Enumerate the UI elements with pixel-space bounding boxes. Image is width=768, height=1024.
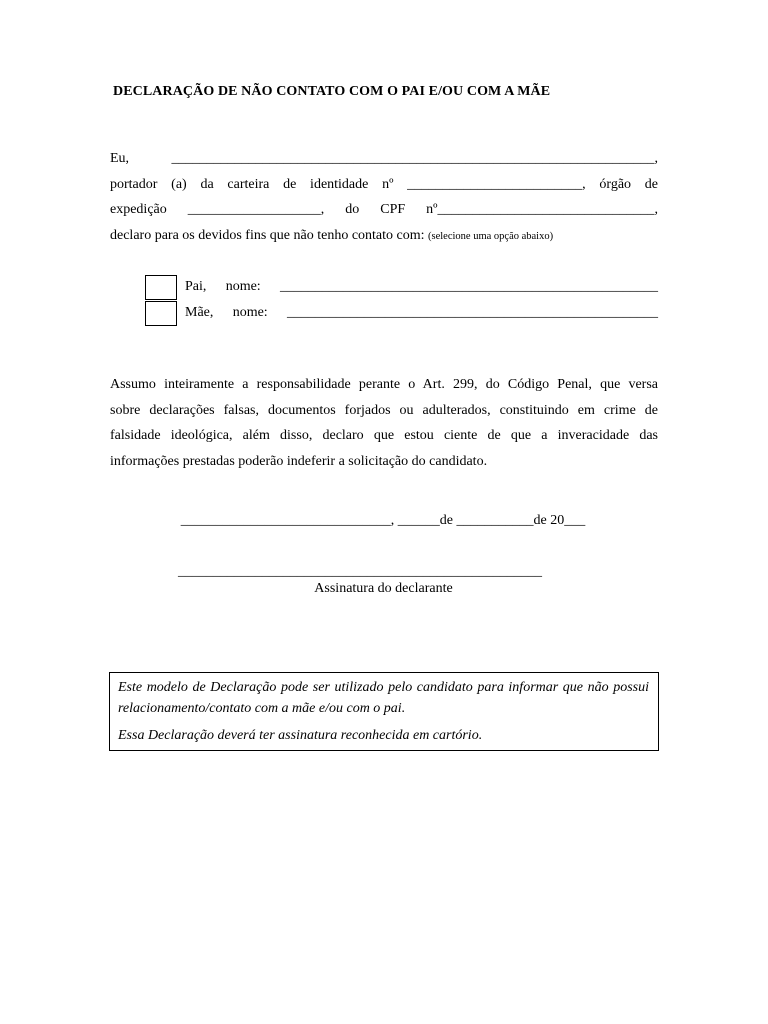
signature-label: Assinatura do declarante: [314, 581, 453, 596]
intro-paragraph: [110, 146, 658, 248]
selection-hint: (selecione uma opção abaixo): [428, 230, 554, 242]
intro-id-line: portador (a) da carteira de identidade nº _________________________, órgão de: [110, 176, 658, 192]
mae-checkbox[interactable]: [145, 301, 177, 326]
responsibility-line: sobre declarações falsas, documentos forjados ou adulterados, constituindo em crime de: [110, 402, 658, 418]
mae-name-line: Mãe, nome: _____________________________________________________: [185, 305, 658, 320]
intro-cpf-line: expedição ___________________, do CPF nº_______________________________,: [110, 202, 658, 218]
date-line: [0, 513, 768, 529]
declaration-text: declaro para os devidos fins que não tenho contato com:: [110, 227, 425, 243]
pai-checkbox[interactable]: [145, 275, 177, 300]
pai-name-line: Pai, nome: ______________________________________________________: [185, 279, 658, 294]
signature-line: ____________________________________________________: [178, 564, 542, 579]
responsibility-line: Assumo inteiramente a responsabilidade perante o Art. 299, do Código Penal, que versa: [110, 377, 658, 392]
intro-name-line: Eu, _____________________________________________________________________,: [110, 151, 658, 166]
responsibility-line: informações prestadas poderão indeferir a solicitação do candidato.: [110, 453, 488, 469]
date-fields: ______________________________, ______de ___________de 20___: [180, 513, 586, 528]
instructions-box: [109, 672, 659, 751]
responsibility-paragraph: [110, 372, 658, 474]
notarization-note: Essa Declaração deverá ter assinatura reconhecida em cartório.: [118, 728, 483, 743]
intro-declaration-line: [110, 223, 658, 249]
instructions-text: Este modelo de Declaração pode ser utilizado pelo candidato para informar que não possui relacionamento/contato com a mãe e/ou com o pai.: [118, 680, 649, 716]
document-title: DECLARAÇÃO DE NÃO CONTATO COM O PAI E/OU COM A MÃE: [113, 84, 551, 99]
responsibility-line: falsidade ideológica, além disso, declaro que estou ciente de que a inveracidade das: [110, 428, 658, 444]
